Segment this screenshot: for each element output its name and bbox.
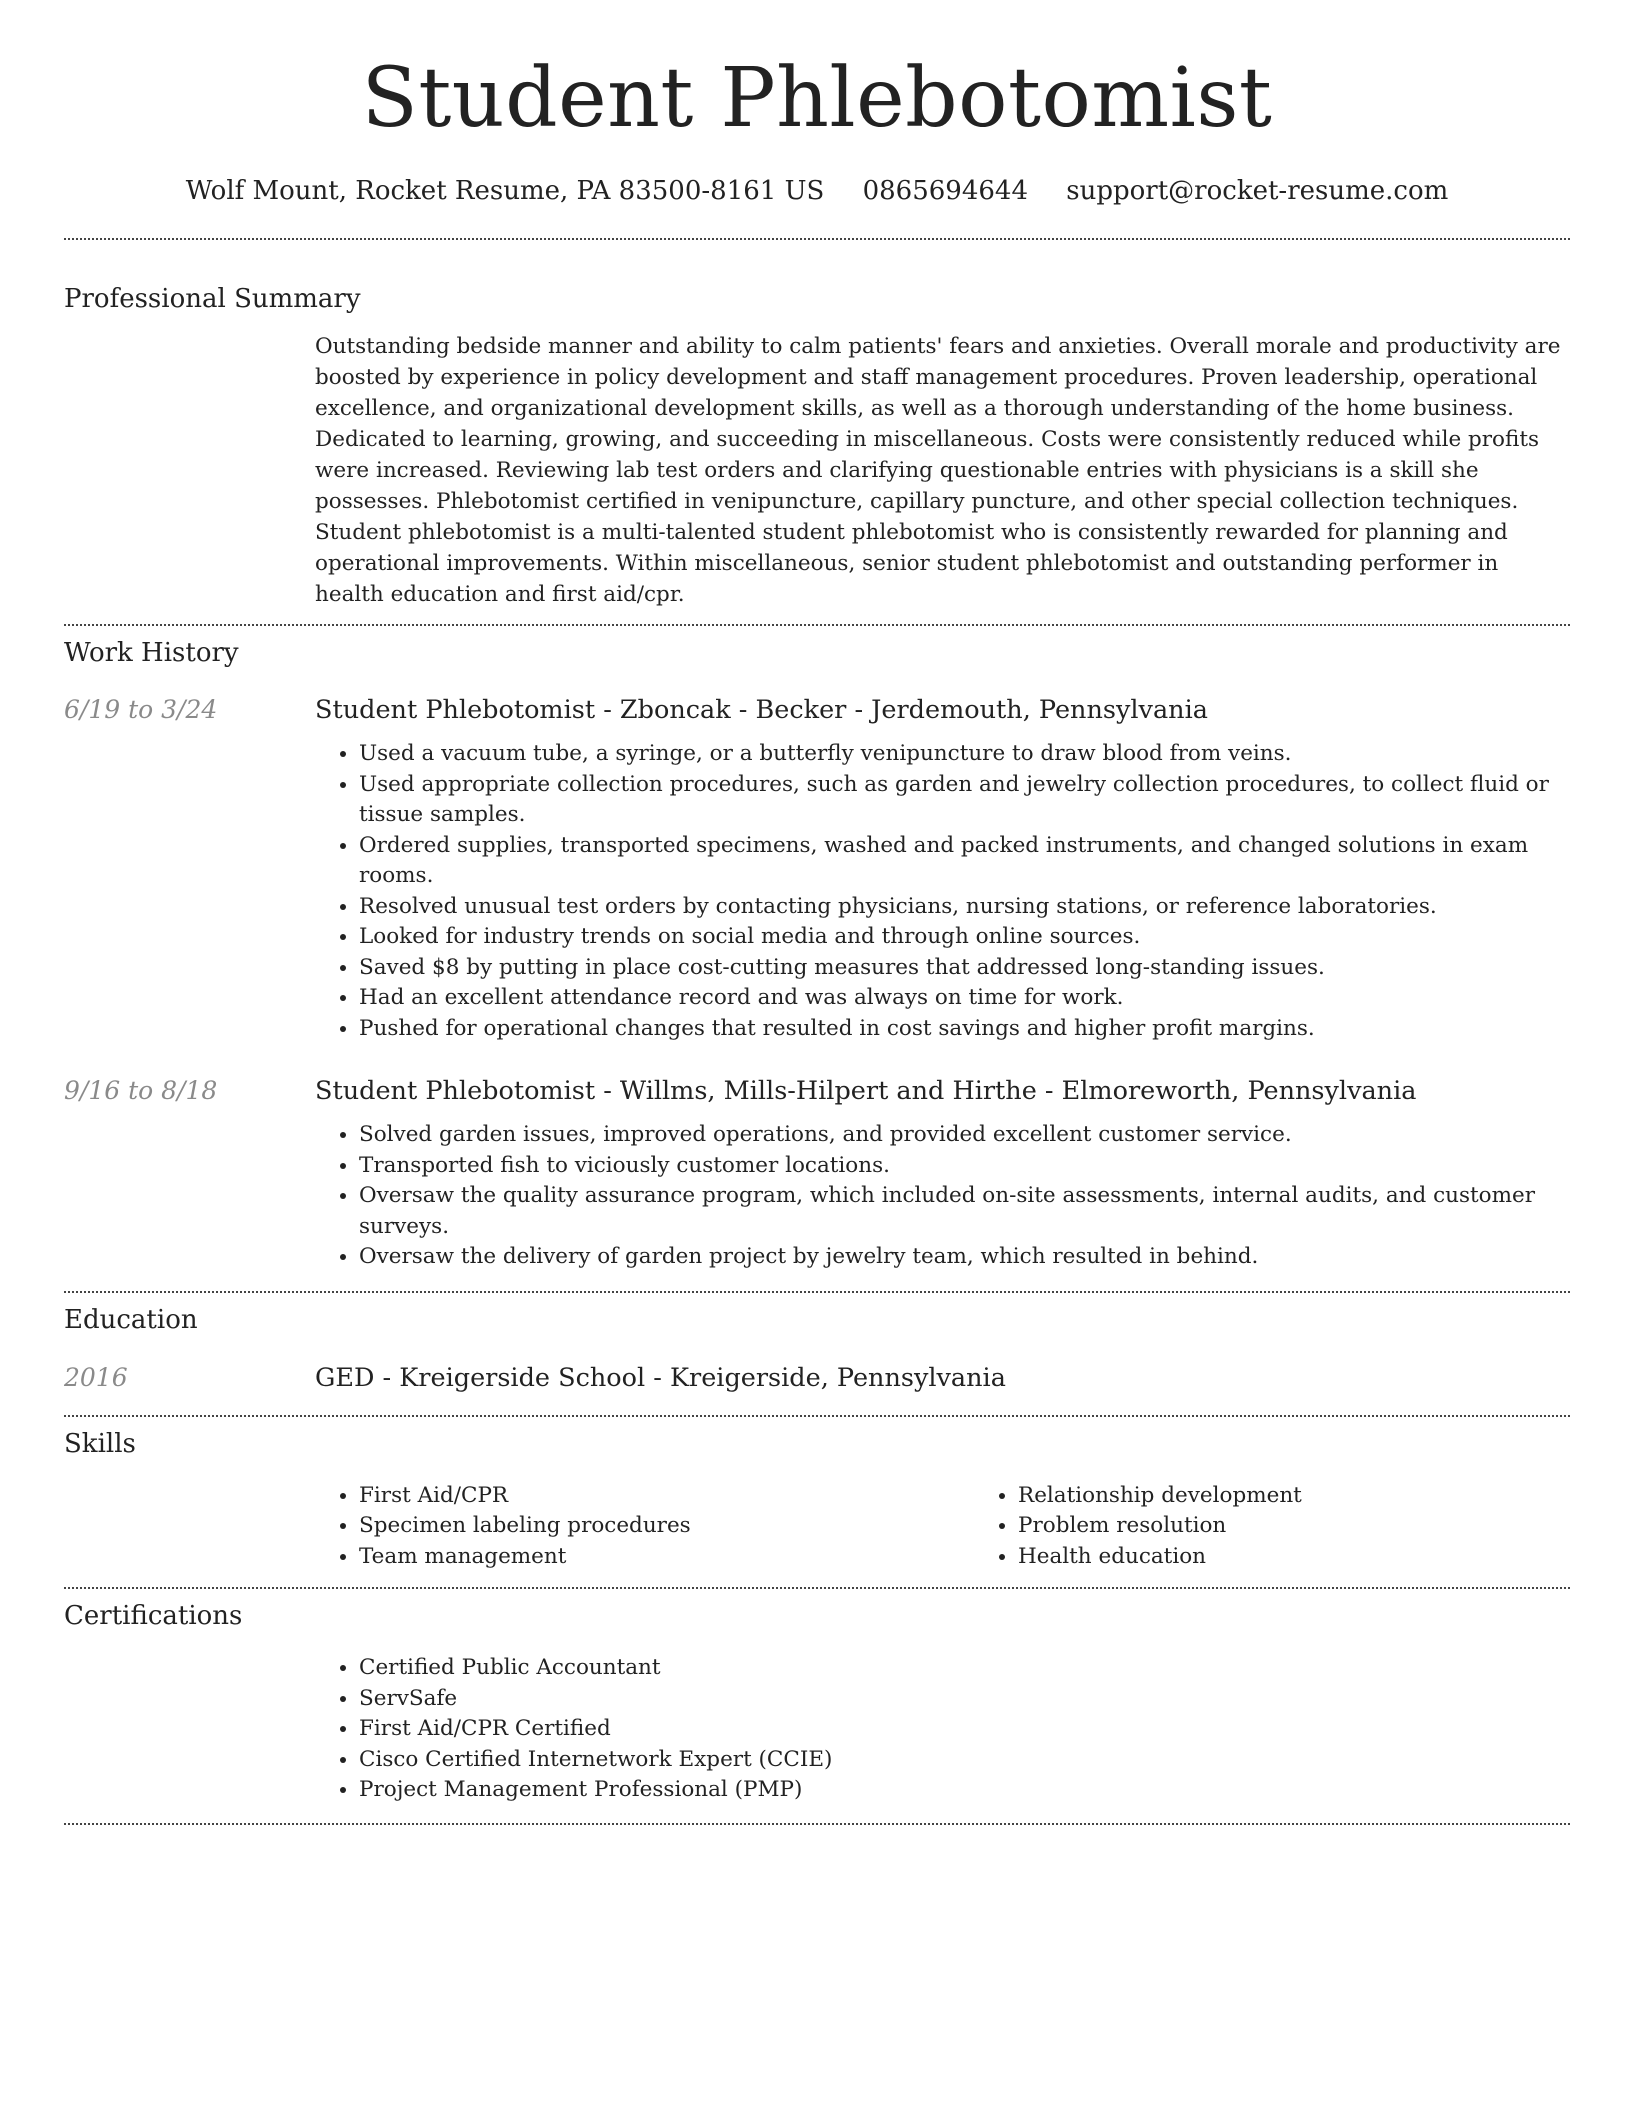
list-item: • Problem resolution bbox=[1018, 1511, 1632, 1542]
work-history-title: Work History bbox=[64, 638, 239, 668]
list-item: • Had an excellent attendance record and was always on time for work. bbox=[359, 983, 1570, 1014]
list-item: • Oversaw the quality assurance program, which included on-site assessments, internal audits, and customer surveys. bbox=[359, 1181, 1570, 1242]
list-item: • Pushed for operational changes that resulted in cost savings and higher profit margins. bbox=[359, 1014, 1570, 1045]
resume-name: Student Phlebotomist bbox=[361, 51, 1273, 146]
summary-title: Professional Summary bbox=[64, 284, 361, 314]
skills-list-col2 bbox=[974, 1481, 1632, 1573]
certifications-list bbox=[315, 1653, 1570, 1806]
skills-title: Skills bbox=[64, 1428, 136, 1459]
section-divider bbox=[64, 1823, 1570, 1825]
contact-address: Wolf Mount, Rocket Resume, PA 83500-8161 US bbox=[185, 176, 825, 206]
summary-section bbox=[64, 240, 1570, 610]
job-dates: 9/16 to 8/18 bbox=[64, 1076, 218, 1105]
list-item: • Certified Public Accountant bbox=[359, 1653, 1570, 1684]
certifications-title: Certifications bbox=[64, 1601, 243, 1631]
list-item: • Cisco Certified Internetwork Expert (CCIE) bbox=[359, 1745, 1570, 1776]
skills-section bbox=[64, 1417, 1570, 1573]
contact-line bbox=[64, 174, 1570, 208]
list-item: • Used a vacuum tube, a syringe, or a butterfly venipuncture to draw blood from veins. bbox=[359, 739, 1570, 770]
list-item: • ServSafe bbox=[359, 1684, 1570, 1715]
job-entry bbox=[64, 1074, 1570, 1273]
list-item: • Specimen labeling procedures bbox=[359, 1511, 974, 1542]
list-item: • Oversaw the delivery of garden project by jewelry team, which resulted in behind. bbox=[359, 1242, 1570, 1273]
skills-list-col1 bbox=[315, 1481, 974, 1573]
list-item: • Resolved unusual test orders by contacting physicians, nursing stations, or reference laboratories. bbox=[359, 892, 1570, 923]
summary-text: Outstanding bedside manner and ability to calm patients' fears and anxieties. Overall morale and productivity are boosted by experience in policy development and staff management procedures. Proven leadership, operational excellence, and organizational development skills, as well as a thorough understanding of the home business. Dedicated to learning, growing, and succeeding in miscellaneous. Costs were consistently reduced while profits were increased. Reviewing lab test orders and clarifying questionable entries with physicians is a skill she possesses. Phlebotomist certified in venipuncture, capillary puncture, and other special collection techniques. Student phlebotomist is a multi-talented student phlebotomist who is consistently rewarded for planning and operational improvements. Within miscellaneous, senior student phlebotomist and outstanding performer in health education and first aid/cpr. bbox=[315, 334, 1561, 607]
education-entry bbox=[64, 1361, 1570, 1395]
list-item: • Ordered supplies, transported specimens, washed and packed instruments, and changed solutions in exam rooms. bbox=[359, 831, 1570, 892]
job-bullets bbox=[315, 1120, 1570, 1273]
education-title: Education bbox=[64, 1304, 198, 1335]
job-dates: 6/19 to 3/24 bbox=[64, 695, 218, 724]
list-item: • Used appropriate collection procedures, such as garden and jewelry collection procedures, to collect fluid or tissue samples. bbox=[359, 770, 1570, 831]
list-item: • Looked for industry trends on social media and through online sources. bbox=[359, 922, 1570, 953]
job-heading: Student Phlebotomist - Zboncak - Becker - Jerdemouth, Pennsylvania bbox=[315, 695, 1208, 725]
list-item: • Saved $8 by putting in place cost-cutting measures that addressed long-standing issues. bbox=[359, 953, 1570, 984]
contact-email: support@rocket-resume.com bbox=[1066, 176, 1449, 206]
job-entry bbox=[64, 693, 1570, 1044]
list-item: • Relationship development bbox=[1018, 1481, 1632, 1512]
resume-page bbox=[64, 0, 1570, 1825]
job-bullets bbox=[315, 739, 1570, 1044]
contact-phone: 0865694644 bbox=[862, 176, 1029, 206]
list-item: • First Aid/CPR Certified bbox=[359, 1714, 1570, 1745]
certifications-section bbox=[64, 1589, 1570, 1806]
list-item: • First Aid/CPR bbox=[359, 1481, 974, 1512]
list-item: • Solved garden issues, improved operations, and provided excellent customer service. bbox=[359, 1120, 1570, 1151]
work-history-section bbox=[64, 626, 1570, 1273]
list-item: • Health education bbox=[1018, 1542, 1632, 1573]
education-section bbox=[64, 1293, 1570, 1395]
list-item: • Project Management Professional (PMP) bbox=[359, 1775, 1570, 1806]
job-heading: Student Phlebotomist - Willms, Mills-Hilpert and Hirthe - Elmoreworth, Pennsylvania bbox=[315, 1076, 1417, 1106]
list-item: • Team management bbox=[359, 1542, 974, 1573]
education-heading: GED - Kreigerside School - Kreigerside, Pennsylvania bbox=[315, 1362, 1006, 1393]
education-date: 2016 bbox=[64, 1362, 128, 1392]
list-item: • Transported fish to viciously customer locations. bbox=[359, 1151, 1570, 1182]
